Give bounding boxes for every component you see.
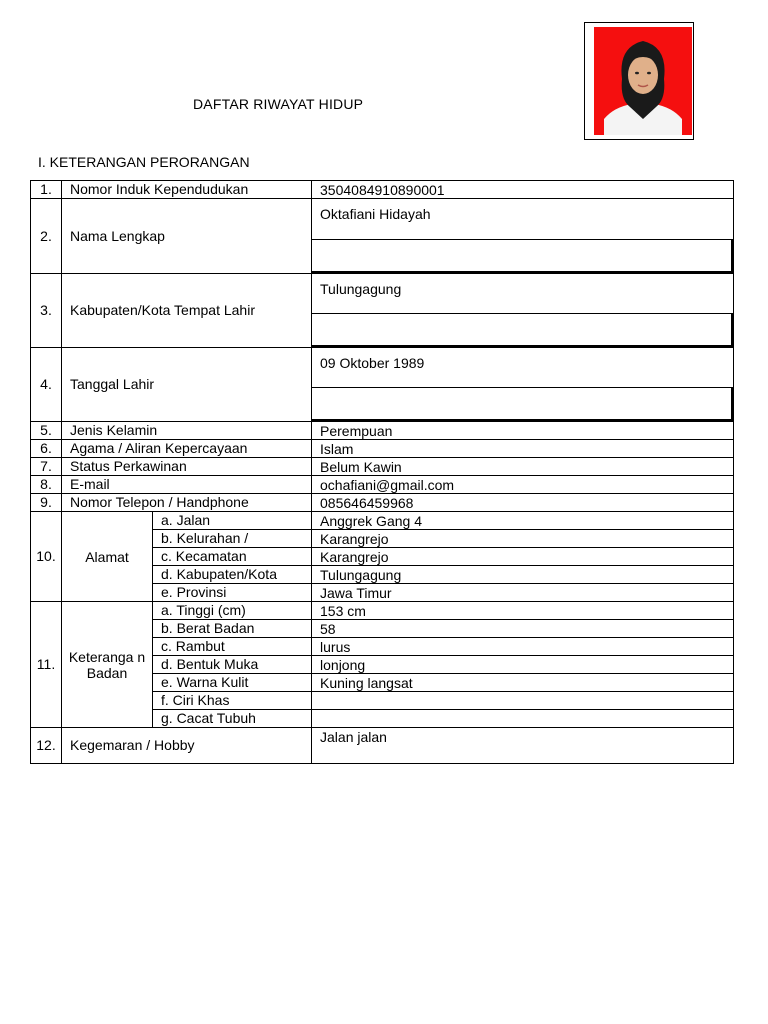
table-row [31,199,734,274]
table-row [31,602,734,620]
sub-value: Tulungagung [312,566,734,584]
row-label: Tanggal Lahir [62,348,312,422]
sub-label: d. Kabupaten/Kota [153,566,312,584]
table-row [31,422,734,440]
empty-subcell [312,387,733,421]
table-row [31,476,734,494]
sub-label: e. Warna Kulit [153,674,312,692]
row-value: Oktafiani Hidayah [320,206,431,222]
row-value-cell [312,348,734,422]
sub-label: e. Provinsi [153,584,312,602]
row-number: 10. [31,512,62,602]
row-number: 5. [31,422,62,440]
document-title: DAFTAR RIWAYAT HIDUP [193,96,364,112]
row-value: ochafiani@gmail.com [312,476,734,494]
sub-value: Kuning langsat [312,674,734,692]
sub-value: 58 [312,620,734,638]
row-value: Islam [312,440,734,458]
row-label-text: Keteranga n Badan [68,648,146,681]
profile-photo [584,22,694,140]
row-number: 2. [31,199,62,274]
table-row [31,494,734,512]
row-number: 9. [31,494,62,512]
sub-label: g. Cacat Tubuh [153,710,312,728]
sub-value: Karangrejo [312,548,734,566]
table-row [31,348,734,422]
sub-label: a. Jalan [153,512,312,530]
table-row [31,274,734,348]
row-number: 8. [31,476,62,494]
sub-value: Anggrek Gang 4 [312,512,734,530]
row-label: Nomor Induk Kependudukan [62,181,312,199]
sub-value: Jawa Timur [312,584,734,602]
table-row [31,728,734,764]
row-number: 11. [31,602,62,728]
row-value-cell [312,199,734,274]
sub-label: a. Tinggi (cm) [153,602,312,620]
row-label: Alamat [62,512,153,602]
row-label: E-mail [62,476,312,494]
photo-portrait [594,27,692,135]
table-row [31,512,734,530]
row-number: 4. [31,348,62,422]
biodata-table [30,180,734,764]
table-row [31,458,734,476]
row-number: 1. [31,181,62,199]
row-label: Jenis Kelamin [62,422,312,440]
row-number: 6. [31,440,62,458]
table-row [31,440,734,458]
row-value: Tulungagung [320,281,402,297]
sub-value [312,692,734,710]
sub-label: f. Ciri Khas [153,692,312,710]
row-label: Kegemaran / Hobby [62,728,312,764]
empty-subcell [312,313,733,347]
row-label: Kabupaten/Kota Tempat Lahir [62,274,312,348]
row-value: Jalan jalan [312,728,734,764]
sub-label: d. Bentuk Muka [153,656,312,674]
row-value: Perempuan [312,422,734,440]
sub-label: b. Berat Badan [153,620,312,638]
sub-label: b. Kelurahan / [153,530,312,548]
sub-value: lonjong [312,656,734,674]
sub-value [312,710,734,728]
sub-value: Karangrejo [312,530,734,548]
row-value-cell [312,274,734,348]
row-label: Agama / Aliran Kepercayaan [62,440,312,458]
row-label: Nama Lengkap [62,199,312,274]
portrait-drawing [594,27,692,135]
row-value: 085646459968 [312,494,734,512]
row-label [62,602,153,728]
row-number: 12. [31,728,62,764]
row-number: 7. [31,458,62,476]
sub-value: lurus [312,638,734,656]
sub-value: 153 cm [312,602,734,620]
empty-subcell [312,239,733,274]
row-label: Nomor Telepon / Handphone [62,494,312,512]
row-value: 3504084910890001 [312,181,734,199]
table-row [31,181,734,199]
sub-label: c. Kecamatan [153,548,312,566]
row-label: Status Perkawinan [62,458,312,476]
row-value: Belum Kawin [312,458,734,476]
section-heading: I. KETERANGAN PERORANGAN [38,154,250,170]
row-number: 3. [31,274,62,348]
row-value: 09 Oktober 1989 [320,355,425,371]
sub-label: c. Rambut [153,638,312,656]
